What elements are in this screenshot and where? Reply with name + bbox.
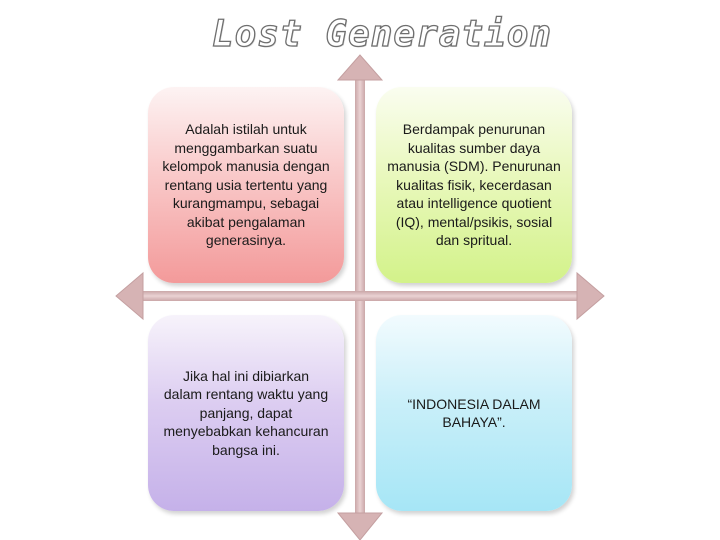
arrowhead-up-icon [338, 55, 382, 80]
quadrant-bottom-right [376, 315, 572, 511]
diagram-title: Lost Generation [212, 14, 553, 55]
quadrant-text: Berdampak penurunan kualitas sumber daya manusia (SDM). Penurunan kualitas fisik, kecerdasan atau intelligence quotient (IQ), mental/psikis, sosial dan spritual. [387, 121, 561, 249]
quadrant-text: “INDONESIA DALAM BAHAYA”. [407, 395, 541, 430]
horizontal-shaft [140, 291, 580, 301]
arrowhead-left-icon [116, 273, 143, 319]
quadrant-text: Adalah istilah untuk menggambarkan suatu kelompok manusia dengan rentang usia tertentu yang kurangmampu, sebagai akibat pengalaman generasinya. [162, 121, 330, 249]
quadrant-text: Jika hal ini dibiarkan dalam rentang waktu yang panjang, dapat menyebabkan kehancuran bangsa ini. [163, 367, 329, 458]
quadrant-bottom-left [148, 315, 344, 511]
arrowhead-down-icon [338, 513, 382, 540]
arrowhead-right-icon [577, 273, 604, 319]
quadrant-top-left [148, 87, 344, 283]
quadrant-top-right [376, 87, 572, 283]
